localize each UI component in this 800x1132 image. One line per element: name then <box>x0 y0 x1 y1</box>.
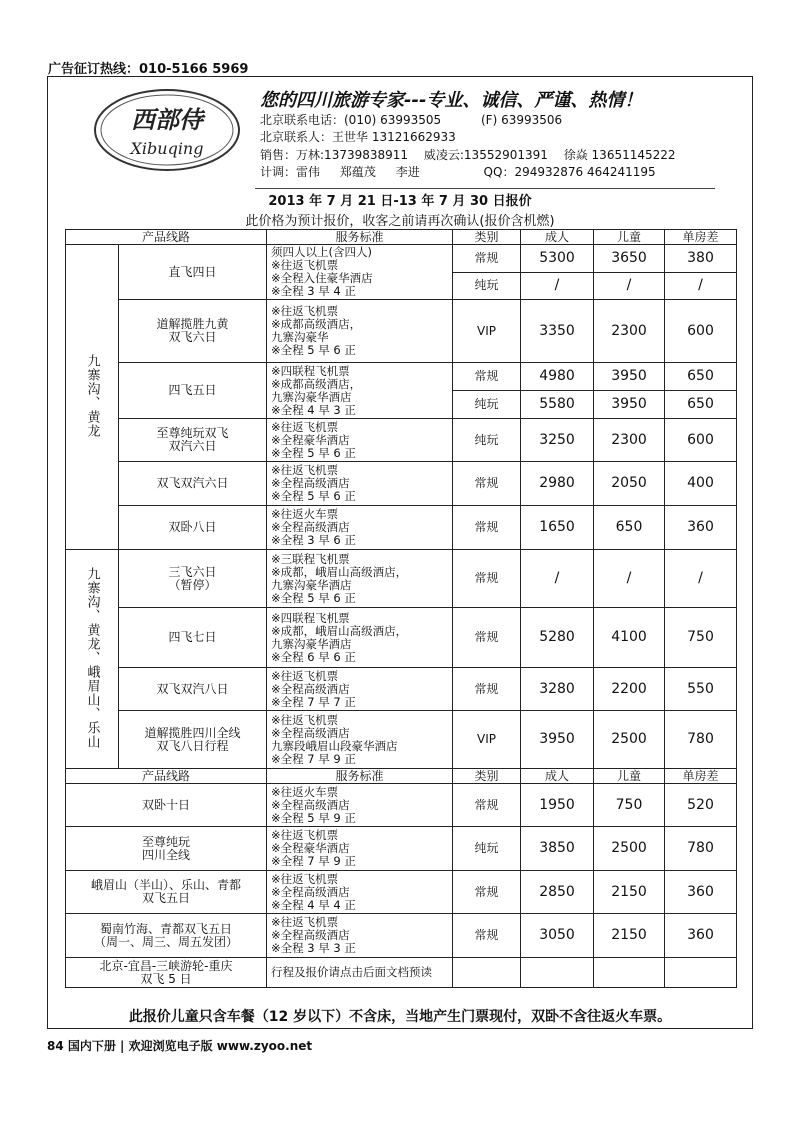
route-line: （暂停） <box>168 577 217 592</box>
type-cell: 纯玩 <box>453 827 521 871</box>
planner-2: 李进 <box>395 165 420 179</box>
adult-price: 4980 <box>521 363 594 391</box>
service-cell <box>267 871 453 914</box>
service-line: ※往返飞机票 <box>271 668 339 683</box>
route-line: （周一、周三、周五发团） <box>94 934 239 949</box>
single-supplement: 360 <box>665 871 737 914</box>
adult-price: 5300 <box>521 245 594 273</box>
service-line: 九寨沟豪华酒店 <box>271 577 352 592</box>
adult-price: 3280 <box>521 668 594 711</box>
adult-price: 5280 <box>521 608 594 668</box>
table-header-row <box>66 230 737 245</box>
service-cell <box>267 958 453 988</box>
type-cell: 纯玩 <box>453 272 521 300</box>
single-supplement: 780 <box>665 827 737 871</box>
phone: 北京联系电话：(010) 63993505 <box>260 113 442 127</box>
service-cell <box>267 827 453 871</box>
single-supplement: 780 <box>665 711 737 769</box>
service-line: 九寨沟豪华酒店 <box>271 636 352 651</box>
service-line: 行程及报价请点击后面文档预读 <box>271 965 433 979</box>
route-line: 双飞双汽八日 <box>156 681 229 696</box>
table-row <box>66 827 737 871</box>
child-price: 2150 <box>594 871 665 914</box>
sales-label: 销售： <box>260 148 297 162</box>
service-line: ※全程 3 早 6 正 <box>271 533 356 547</box>
child-price <box>594 958 665 988</box>
route-cell <box>119 506 267 550</box>
price-table <box>65 229 737 988</box>
adult-price: 3250 <box>521 419 594 462</box>
table-row <box>66 506 737 550</box>
single-supplement: 360 <box>665 914 737 958</box>
type-cell: 常规 <box>453 608 521 668</box>
header-service: 服务标准 <box>267 230 453 245</box>
type-cell: 常规 <box>453 363 521 391</box>
header-child: 儿童 <box>594 769 665 784</box>
adult-price: 3850 <box>521 827 594 871</box>
route-line: 道解揽胜四川全线 <box>144 725 241 740</box>
service-line: ※成都，峨眉山高级酒店， <box>271 623 408 638</box>
service-line: ※往返飞机票 <box>271 712 339 727</box>
route-cell <box>119 550 267 608</box>
service-cell <box>267 419 453 462</box>
service-cell <box>267 550 453 608</box>
region-label: 九寨沟、黄龙、峨眉山、乐山 <box>84 566 100 749</box>
planner-1: 郑蕴茂 <box>339 165 376 179</box>
service-cell <box>267 711 453 769</box>
single-supplement: 550 <box>665 668 737 711</box>
footnote: 此报价儿童只含车餐（12 岁以下）不含床，当地产生门票现付，双卧不含往返火车票。 <box>128 1009 672 1025</box>
service-line: 须四人以上(含四人) <box>271 245 372 259</box>
ad-hotline: 广告征订热线：010-5166 5969 <box>48 62 249 77</box>
adult-price: 5580 <box>521 391 594 419</box>
single-supplement: 750 <box>665 608 737 668</box>
single-supplement: 650 <box>665 363 737 391</box>
table-row <box>66 958 737 988</box>
table-row <box>66 462 737 506</box>
type-cell: 常规 <box>453 871 521 914</box>
logo-chinese: 西部侍 <box>131 105 203 134</box>
service-line: ※全程高级酒店 <box>271 797 350 812</box>
adult-price: 3350 <box>521 300 594 363</box>
child-price: 2300 <box>594 300 665 363</box>
type-cell: 常规 <box>453 914 521 958</box>
region-label: 九寨沟、黄龙 <box>84 353 100 438</box>
sales-2: 徐焱 13651145222 <box>563 148 676 162</box>
service-line: ※成都，峨眉山高级酒店， <box>271 564 408 579</box>
child-price: 4100 <box>594 608 665 668</box>
type-cell: 常规 <box>453 550 521 608</box>
route-cell <box>119 245 267 300</box>
route-cell <box>119 363 267 419</box>
child-price: 2500 <box>594 827 665 871</box>
service-line: ※全程入住豪华酒店 <box>271 271 373 285</box>
header-route: 产品线路 <box>66 230 267 245</box>
child-price: 2200 <box>594 668 665 711</box>
page-footer: 84 国内下册 | 欢迎浏览电子版 www.zyoo.net <box>47 1039 313 1053</box>
child-price: / <box>594 272 665 300</box>
adult-price: 3950 <box>521 711 594 769</box>
type-cell: 纯玩 <box>453 419 521 462</box>
single-supplement: 520 <box>665 784 737 827</box>
price-note: 此价格为预计报价，收客之前请再次确认(报价含机燃) <box>245 214 555 229</box>
child-price: 2150 <box>594 914 665 958</box>
service-line: ※四联程飞机票 <box>271 610 350 625</box>
service-cell <box>267 668 453 711</box>
service-line: ※往返飞机票 <box>271 419 339 434</box>
adult-price: 1650 <box>521 506 594 550</box>
child-price: 2500 <box>594 711 665 769</box>
service-cell <box>267 363 453 419</box>
type-cell: VIP <box>453 300 521 363</box>
child-price: 3650 <box>594 245 665 273</box>
service-line: ※全程高级酒店 <box>271 725 350 740</box>
single-supplement: 600 <box>665 419 737 462</box>
service-line: ※全程 4 早 4 正 <box>271 897 356 912</box>
service-line: ※全程高级酒店 <box>271 681 350 696</box>
service-line: ※全程豪华酒店 <box>271 432 350 447</box>
service-line: ※全程 7 早 7 正 <box>271 694 356 709</box>
table-row <box>66 914 737 958</box>
table-row <box>66 419 737 462</box>
service-line: ※全程 6 早 6 正 <box>271 649 356 664</box>
table-row <box>66 550 737 608</box>
route-line: 双飞八日行程 <box>156 738 229 753</box>
region-cell <box>66 550 119 769</box>
type-cell: 纯玩 <box>453 391 521 419</box>
header-adult: 成人 <box>521 769 594 784</box>
service-cell <box>267 300 453 363</box>
sales-0: 万林:13739838911 <box>296 148 409 162</box>
service-line: ※全程 5 早 6 正 <box>271 445 356 460</box>
service-line: ※全程 5 早 6 正 <box>271 489 356 503</box>
table-row <box>66 871 737 914</box>
route-cell <box>119 419 267 462</box>
route-line: 蜀南竹海、青都双飞五日 <box>100 921 233 936</box>
single-supplement: 360 <box>665 506 737 550</box>
adult-price: / <box>521 550 594 608</box>
adult-price: 2850 <box>521 871 594 914</box>
adult-price: / <box>521 272 594 300</box>
phone-line <box>260 111 562 128</box>
service-line: ※全程高级酒店 <box>271 476 350 490</box>
adult-price: 2980 <box>521 462 594 506</box>
route-cell <box>119 462 267 506</box>
child-price: 750 <box>594 784 665 827</box>
service-line: ※全程 3 早 4 正 <box>271 284 356 298</box>
service-line: ※全程 3 早 3 正 <box>271 941 356 955</box>
service-line: ※全程 7 早 9 正 <box>271 751 356 766</box>
child-price: 3950 <box>594 363 665 391</box>
service-cell <box>267 608 453 668</box>
type-cell: 常规 <box>453 462 521 506</box>
type-cell: 常规 <box>453 668 521 711</box>
adult-price: 1950 <box>521 784 594 827</box>
service-cell <box>267 245 453 300</box>
route-line: 双汽六日 <box>168 439 217 453</box>
single-supplement: 380 <box>665 245 737 273</box>
header-type: 类别 <box>453 769 521 784</box>
type-cell <box>453 958 521 988</box>
adult-price: 3050 <box>521 914 594 958</box>
table-row <box>66 668 737 711</box>
service-line: ※三联程飞机票 <box>271 551 350 566</box>
table-row <box>66 363 737 391</box>
route-line: 双飞 5 日 <box>140 971 192 986</box>
contact-line: 北京联系人：王世华 13121662933 <box>260 130 456 144</box>
header-route: 产品线路 <box>66 769 267 784</box>
sales-line <box>260 146 676 163</box>
child-price: 2300 <box>594 419 665 462</box>
route-line: 四川全线 <box>142 847 191 862</box>
service-line: ※全程高级酒店 <box>271 928 350 942</box>
service-line: ※全程豪华酒店 <box>271 841 350 855</box>
table-row <box>66 784 737 827</box>
route-cell <box>119 711 267 769</box>
header-adult: 成人 <box>521 230 594 245</box>
table-row <box>66 245 737 273</box>
route-line: 北京-宜昌-三峡游轮-重庆 <box>99 958 233 973</box>
quote-dates: 2013 年 7 月 21 日-13 年 7 月 30 日报价 <box>268 194 532 209</box>
service-line: ※往返飞机票 <box>271 915 339 929</box>
route-line: 至尊纯玩双飞 <box>156 426 229 440</box>
sales-1: 威凌云:13552901391 <box>423 148 548 162</box>
service-line: ※往返飞机票 <box>271 258 339 272</box>
service-line: ※全程 4 早 3 正 <box>271 402 356 417</box>
type-cell: 常规 <box>453 506 521 550</box>
single-supplement: 650 <box>665 391 737 419</box>
planner-0: 雷伟 <box>296 165 321 179</box>
route-line: 直飞四日 <box>168 264 217 279</box>
route-line: 三飞六日 <box>168 564 217 579</box>
route-line: 四飞七日 <box>168 630 217 644</box>
service-line: 九寨沟豪华酒店 <box>271 389 352 404</box>
slogan: 您的四川旅游专家---专业、诚信、严谨、热情！ <box>260 90 643 111</box>
logo-pinyin: Xibuqing <box>130 139 204 158</box>
route-cell <box>66 827 267 871</box>
service-cell <box>267 784 453 827</box>
route-cell <box>119 668 267 711</box>
header-single: 单房差 <box>665 230 737 245</box>
header-single: 单房差 <box>665 769 737 784</box>
header-divider <box>255 188 715 189</box>
header-type: 类别 <box>453 230 521 245</box>
table-header-row <box>66 769 737 784</box>
table-row <box>66 608 737 668</box>
route-line: 双卧十日 <box>142 797 191 812</box>
child-price: / <box>594 550 665 608</box>
route-cell <box>66 784 267 827</box>
child-price: 2050 <box>594 462 665 506</box>
route-line: 峨眉山（半山）、乐山、青都 <box>91 878 242 892</box>
route-cell <box>66 914 267 958</box>
service-line: ※全程 5 早 6 正 <box>271 343 356 357</box>
qq: QQ：294932876 464241195 <box>483 165 656 179</box>
route-line: 四飞五日 <box>168 383 217 397</box>
service-line: ※全程高级酒店 <box>271 884 350 899</box>
planner-label: 计调： <box>260 165 297 179</box>
type-cell: VIP <box>453 711 521 769</box>
single-supplement: / <box>665 272 737 300</box>
company-logo <box>92 86 242 174</box>
table-row <box>66 711 737 769</box>
fax: (F) 63993506 <box>481 113 563 127</box>
route-line: 道解揽胜九黄 <box>156 317 229 331</box>
service-line: ※四联程飞机票 <box>271 363 350 378</box>
service-line: ※全程 5 早 6 正 <box>271 590 356 605</box>
service-line: 九寨段峨眉山段豪华酒店 <box>271 738 398 753</box>
type-cell: 常规 <box>453 245 521 273</box>
service-line: ※往返飞机票 <box>271 828 339 842</box>
route-line: 双飞六日 <box>168 330 217 344</box>
service-line: ※往返飞机票 <box>271 463 339 477</box>
service-cell <box>267 506 453 550</box>
header-child: 儿童 <box>594 230 665 245</box>
route-cell <box>119 608 267 668</box>
route-cell <box>119 300 267 363</box>
child-price: 650 <box>594 506 665 550</box>
header-service: 服务标准 <box>267 769 453 784</box>
service-line: ※往返火车票 <box>271 784 339 799</box>
single-supplement: 400 <box>665 462 737 506</box>
route-cell <box>66 871 267 914</box>
route-line: 至尊纯玩 <box>142 834 191 849</box>
service-line: ※往返飞机票 <box>271 304 339 318</box>
service-cell <box>267 462 453 506</box>
type-cell: 常规 <box>453 784 521 827</box>
route-cell <box>66 958 267 988</box>
route-line: 双飞双汽六日 <box>156 476 229 490</box>
single-supplement: / <box>665 550 737 608</box>
service-line: ※全程 5 早 9 正 <box>271 810 356 825</box>
child-price: 3950 <box>594 391 665 419</box>
single-supplement <box>665 958 737 988</box>
service-cell <box>267 914 453 958</box>
table-row <box>66 300 737 363</box>
route-line: 双卧八日 <box>168 520 217 534</box>
service-line: ※成都高级酒店， <box>271 376 362 391</box>
service-line: ※成都高级酒店， <box>271 317 362 331</box>
service-line: ※全程 7 早 9 正 <box>271 854 356 868</box>
service-line: ※往返飞机票 <box>271 871 339 886</box>
planner-line <box>260 163 656 180</box>
region-cell <box>66 245 119 550</box>
service-line: ※全程高级酒店 <box>271 520 350 534</box>
single-supplement: 600 <box>665 300 737 363</box>
service-line: ※往返火车票 <box>271 507 339 521</box>
service-line: 九寨沟豪华 <box>271 330 329 344</box>
adult-price <box>521 958 594 988</box>
route-line: 双飞五日 <box>142 891 191 905</box>
